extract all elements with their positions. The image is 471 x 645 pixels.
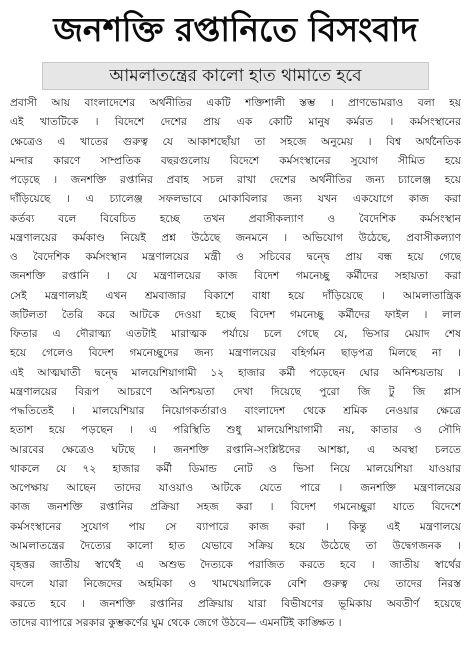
body-line: প্রবাসী আয় বাংলাদেশের অর্থনীতির একটি শক্তিশালী স্তম্ভ । প্রাণভোমরাও বলা হয় [10, 97, 461, 109]
body-line: করতে হবে । জনশক্তি রপ্তানির প্রক্রিয়ায় যারা বিভীষণের ভূমিকায় অবতীর্ণ হয়েছে [10, 597, 461, 610]
body-line: থাকলে যে ৭২ হাজার কর্মী ডিমান্ড নোট ও ভিসা নিয়ে মালয়েশিয়া যাওয়ার [10, 462, 461, 475]
body-line: আমলাতন্ত্রের দৈত্যের কালো হাত যেভাবে সক্রিয় হয়ে উঠেছে তা উদ্বেগজনক । [10, 539, 461, 552]
body-line: কাজ জনশক্তি রপ্তানির প্রক্রিয়া সহজ করা । বিদেশ গমনেচ্ছুরা যাতে বিদেশে [10, 501, 461, 514]
body-line: মন্দার কারণে সাম্প্রতিক বছরগুলোয় বিদেশে কর্মসংস্থানের সুযোগ সীমিত হয়ে [10, 154, 461, 167]
headline: জনশক্তি রপ্তানিতে বিসংবাদ [53, 10, 418, 49]
body-line: হতাশ হয়ে পড়ছেন । এ পরিস্থিতি শুধু মালয়েশিয়াগামী নয়, কাতার ও সৌদি [10, 424, 461, 437]
article-body [10, 94, 461, 633]
body-line: দাঁড়িয়েছে । এ চ্যালেঞ্জ সফলভাবে মোকাবিলার জন্য যখন একযোগে কাজ করা [10, 193, 461, 206]
subheadline-bar [42, 62, 429, 90]
body-line: হয়ে গেলেও বিদেশ গমনেচ্ছুদের জন্য মন্ত্রণালয়ের বহির্গমন ছাড়পত্র মিলছে না । [10, 347, 461, 360]
body-line: মন্ত্রণালয়ের বিরূপ আচরণে অনিশ্চয়তা দেখা দিয়েছে পুরো জি টু জি প্লাস [10, 385, 461, 398]
body-line: পদ্ধতিতেই । মালয়েশিয়ার নিয়োগকর্তারাও বাংলাদেশ থেকে শ্রমিক নেওয়ার ক্ষেত্রে [10, 405, 461, 417]
body-line: তাদের ব্যাপারে সরকার কুম্ভকর্ণের ঘুম থেকে জেগে উঠবে— এমনটিই কাঙ্ক্ষিত । [10, 616, 342, 629]
body-line: বদলে যারা নিজেদের অহমিকা ও খামখেয়ালিকে বেশি গুরুত্ব দেয় তাদের নিরস্ত [10, 578, 461, 591]
body-line: এই আত্মঘাতী দ্বন্দ্বে মালয়েশিয়াগামী ১২ হাজার কর্মী পড়েছেন ঘোর অনিশ্চয়তায় । [10, 366, 461, 379]
subheadline: আমলাতন্ত্রের কালো হাত থামাতে হবে [109, 66, 362, 86]
body-line: ও বৈদেশিক কর্মসংস্থান মন্ত্রণালয়ের মন্ত্রী ও সচিবের দ্বন্দ্বে প্রায় বন্ধ হয়ে গেছে [10, 251, 461, 263]
body-line: আরবের ক্ষেত্রেও ঘটছে । জনশক্তি রপ্তানি-সংশ্লিষ্টদের আশঙ্কা, এ অবস্থা চলতে [10, 443, 461, 456]
body-line: কর্মসংস্থানের সুযোগ পায় সে ব্যাপারে কাজ করা । কিন্তু এই মন্ত্রণালয়ে [10, 520, 461, 533]
body-line: এই খাতটিকে । বিদেশে দেশের প্রায় এক কোটি মানুষ কর্মরত । কর্মসংস্থানের [10, 116, 461, 129]
body-line: জটিলতা তৈরি করে আটকে দেওয়া হচ্ছে বিদেশ গমনেচ্ছু কর্মীদের ফাইল । লাল [10, 308, 461, 321]
body-line: অপেক্ষায় আছেন তাদের যাওয়াও আটকে যেতে পারে । জনশক্তি মন্ত্রণালয়ের [10, 482, 461, 494]
body-line: বৃহত্তর জাতীয় স্বার্থেই এ অশুভ দৈত্যকে পরাজিত করতে হবে । জাতীয় স্বার্থের [10, 559, 461, 571]
body-line: কর্তব্য বলে বিবেচিত হচ্ছে তখন প্রবাসীকল্যাণ ও বৈদেশিক কর্মসংস্থান [10, 212, 461, 225]
body-line: মন্ত্রণালয়ের কর্মকাণ্ড নিয়েই প্রশ্ন উঠেছে জনমনে । অভিযোগ উঠেছে, প্রবাসীকল্যাণ [10, 231, 461, 244]
body-line: ফিতার এ দৌরাত্ম্য এতটাই মারাত্মক পর্যায়ে চলে গেছে যে, ভিসার মেয়াদ শেষ [10, 328, 461, 340]
body-line: সেই মন্ত্রণালয়ই এখন শ্রমবাজার বিকাশে বাধা হয়ে দাঁড়িয়েছে । আমলাতান্ত্রিক [10, 289, 461, 302]
body-line: পড়েছে । জনশক্তি রপ্তানির প্রবাহ সচল রাখা দেশের অর্থনীতির জন্য চ্যালেঞ্জ হয়ে [10, 174, 461, 186]
body-line: ক্ষেত্রেও এ খাতের গুরুত্ব যে আকাশছোঁয়া তা সহজে অনুমেয় । বিশ্ব অর্থনৈতিক [10, 135, 461, 148]
body-line: জনশক্তি রপ্তানি । যে মন্ত্রণালয়ের কাজ বিদেশ গমনেচ্ছু কর্মীদের সহায়তা করা [10, 270, 461, 283]
